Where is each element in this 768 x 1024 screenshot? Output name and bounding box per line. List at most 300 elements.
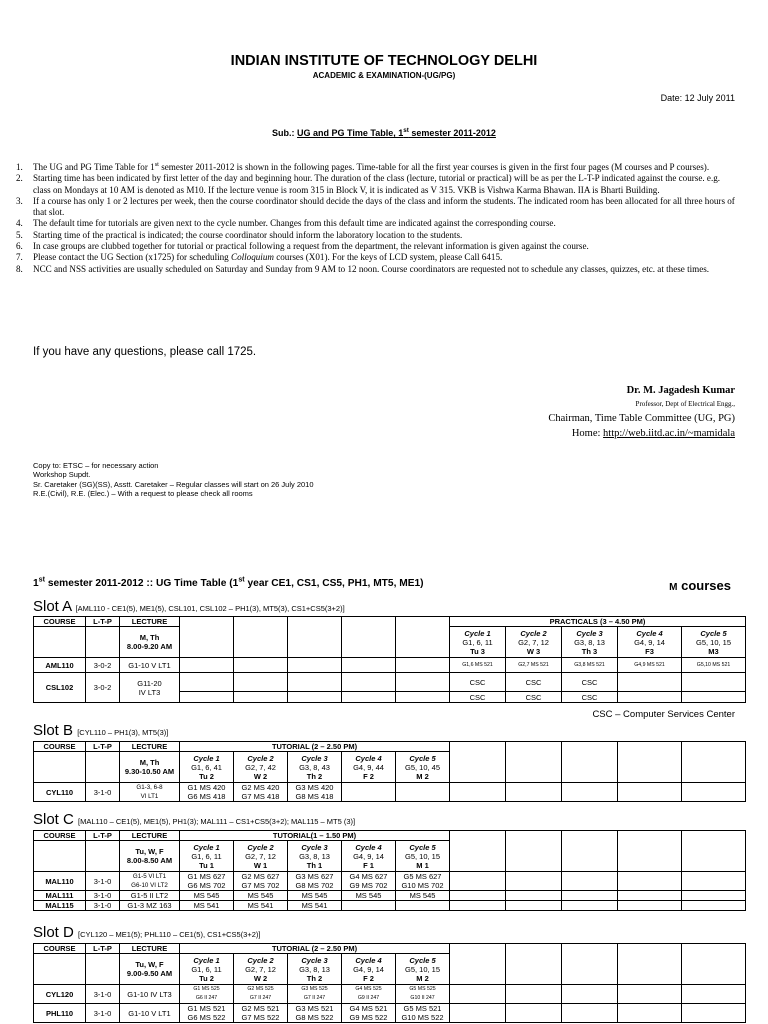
tutorial-room: MS 541: [288, 901, 342, 911]
cycle-name: Cycle 4: [636, 628, 663, 638]
tutorial-room: [342, 985, 396, 1004]
lab-room: G5,10 MS 521: [682, 658, 746, 673]
lecture-hour: 8.00-9.20 AM: [126, 642, 173, 651]
lecture-room: G1-3 MZ 163: [120, 901, 180, 911]
copy-to-block: [33, 461, 314, 499]
heading-sup: st: [238, 575, 245, 584]
tutorial-room: [342, 783, 396, 802]
instruction-number: 3.: [16, 195, 23, 206]
instruction-text: If a course has only 1 or 2 lectures per week, then the course coordinator should decide the days of the class and inform the students. The indicated room has been allocated for all three hours of that slot.: [33, 195, 735, 218]
lecture-room: [120, 872, 180, 891]
tutorial-room-a: G3 MS 627: [295, 872, 334, 881]
cycle-header: [180, 752, 234, 783]
lecture-room: G1-10 V LT1: [120, 1004, 180, 1023]
lecture-room: [120, 673, 180, 703]
instruction-text: Please contact the UG Section (x1725) for scheduling: [33, 252, 231, 263]
instruction-number: 8.: [16, 263, 23, 274]
instruction-number: 4.: [16, 218, 23, 229]
lab-room: G4,9 MS 521: [618, 658, 682, 673]
col-lecture: LECTURE: [120, 742, 180, 752]
cycle-time: F 2: [363, 973, 374, 983]
signatory-home: [572, 428, 735, 439]
instruction-sup: st: [154, 160, 159, 168]
lecture-venue: VI LT1: [140, 793, 159, 800]
empty-cell: [396, 658, 450, 673]
course-ltp: 3-1-0: [86, 891, 120, 901]
course-code: AML110: [34, 658, 86, 673]
lecture-days: M, Th: [139, 633, 160, 642]
empty-cell: [450, 872, 506, 891]
cycle-groups: G1, 6, 11: [191, 851, 222, 861]
course-code: CYL110: [34, 783, 86, 802]
lab-room: CSC: [562, 673, 618, 692]
empty-cell: [450, 944, 506, 985]
cycle-time: M 2: [416, 973, 429, 983]
cycle-groups: G3, 8, 13: [299, 964, 330, 974]
lab-room: G2,7 MS 521: [506, 658, 562, 673]
instruction-item: [16, 173, 738, 196]
tutorial-room: [180, 985, 234, 1004]
lecture-days: Tu, W, F: [135, 847, 164, 856]
tutorial-room-a: G5 MS 521: [403, 1004, 442, 1013]
cycle-name: Cycle 3: [576, 628, 603, 638]
empty-cell: [450, 783, 506, 802]
tutorial-room: MS 545: [288, 891, 342, 901]
instruction-text: Starting time of the practical is indicated; the course coordinator should inform the laboratory location to the students.: [33, 229, 463, 240]
copy-to-line: Sr. Caretaker (SG)(SS), Asstt. Caretaker – Regular classes will start on 26 July 2010: [33, 479, 314, 489]
copy-to-line: R.E.(Civil), R.E. (Elec.) – With a request to please check all rooms: [33, 489, 253, 499]
cycle-time: Tu 2: [199, 973, 214, 983]
cycle-time: F 1: [363, 860, 374, 870]
empty-cell: [618, 783, 682, 802]
cycle-header: [234, 752, 288, 783]
empty-cell: [618, 872, 682, 891]
cycle-name: Cycle 2: [247, 955, 274, 965]
tutorial-room-a: G2 MS 521: [241, 1004, 280, 1013]
cycle-header: [288, 841, 342, 872]
tutorial-room-a: G5 MS 525: [409, 986, 436, 992]
signatory-role: Chairman, Time Table Committee (UG, PG): [548, 413, 735, 424]
course-code: MAL110: [34, 872, 86, 891]
slot-a-heading: [33, 598, 345, 615]
empty-cell: [682, 944, 746, 985]
tutorial-room-b: G8 MS 418: [295, 792, 334, 801]
empty-cell: [396, 617, 450, 658]
practicals-header: PRACTICALS (3 – 4.50 PM): [450, 617, 746, 627]
m-letter: M: [669, 582, 678, 593]
instruction-text-end: courses (X01). For the keys of LCD system, please Call 6415.: [273, 252, 503, 263]
cycle-name: Cycle 1: [193, 753, 220, 763]
lab-room: [618, 673, 682, 692]
subject-prefix: Sub.:: [272, 128, 298, 138]
cycle-time: Tu 2: [199, 771, 214, 781]
instruction-item: [16, 252, 738, 263]
course-ltp: 3-0-2: [86, 658, 120, 673]
instruction-text-end: semester 2011-2012 is shown in the following pages. Time-table for all the first year courses is given in the first four pages (M courses and P courses).: [158, 162, 710, 172]
tutorial-room-a: G2 MS 420: [241, 783, 280, 792]
signatory-title: Professor, Dept of Electrical Engg.,: [635, 400, 735, 408]
empty-cell: [562, 901, 618, 911]
cycle-groups: G1, 6, 41: [191, 762, 222, 772]
cycle-time: W 1: [253, 860, 268, 870]
tutorial-room-a: G1 MS 521: [187, 1004, 226, 1013]
empty-cell: [682, 831, 746, 872]
lecture-group: G11-20: [137, 678, 162, 688]
empty-cell: [562, 872, 618, 891]
lecture-time: [120, 841, 180, 872]
empty-cell: [450, 891, 506, 901]
slot-c-heading: [33, 811, 355, 828]
cycle-time: Th 3: [581, 646, 598, 656]
cycle-groups: G1, 6, 11: [191, 964, 222, 974]
cycle-name: Cycle 3: [301, 955, 328, 965]
cycle-header: [180, 841, 234, 872]
blank-cell: [86, 752, 120, 783]
tutorial-room: [396, 985, 450, 1004]
tutorial-room: [342, 1004, 396, 1023]
cycle-header: [682, 627, 746, 658]
tutorial-room-b: G10 MS 522: [401, 1013, 444, 1022]
empty-cell: [506, 891, 562, 901]
cycle-header: [618, 627, 682, 658]
lecture-time: [120, 752, 180, 783]
tutorial-room: MS 545: [396, 891, 450, 901]
cycle-header: [180, 954, 234, 985]
institute-title: INDIAN INSTITUTE OF TECHNOLOGY DELHI: [230, 53, 538, 69]
tutorial-room-b: G7 II 247: [303, 995, 326, 1001]
tutorial-room: MS 541: [234, 901, 288, 911]
cycle-header: [396, 954, 450, 985]
cycle-header: [342, 841, 396, 872]
col-course: COURSE: [34, 944, 86, 954]
slot-label: Slot B: [33, 722, 74, 739]
blank-cell: [86, 954, 120, 985]
heading-part: 1: [33, 578, 39, 589]
slot-label: Slot D: [33, 924, 74, 941]
cycle-header: [234, 841, 288, 872]
courses-word: courses: [677, 578, 731, 593]
cycle-groups: G4, 9, 44: [353, 762, 384, 772]
tutorial-room: [180, 783, 234, 802]
tutorial-room-b: G8 MS 702: [295, 881, 334, 890]
tutorial-room: [288, 872, 342, 891]
tutorial-room-a: G1 MS 420: [187, 783, 226, 792]
cycle-groups: G2, 7, 12: [245, 964, 276, 974]
empty-cell: [562, 831, 618, 872]
blank-cell: [34, 954, 86, 985]
empty-cell: [618, 985, 682, 1004]
heading-part: semester 2011-2012 :: UG Time Table (1: [45, 578, 239, 589]
blank-cell: [86, 627, 120, 658]
home-label: Home:: [571, 428, 604, 439]
home-link[interactable]: http://web.iitd.ac.in/~mamidala: [603, 428, 735, 439]
cycle-name: Cycle 5: [409, 753, 436, 763]
cycle-header: [288, 954, 342, 985]
empty-cell: [234, 692, 288, 703]
slot-label: Slot C: [33, 811, 74, 828]
lecture-days: Tu, W, F: [135, 960, 164, 969]
lecture-room: G1-5 II LT2: [120, 891, 180, 901]
cycle-groups: G2, 7, 42: [245, 762, 276, 772]
tutorial-room: [234, 783, 288, 802]
course-code: PHL110: [34, 1004, 86, 1023]
tutorial-room: [342, 872, 396, 891]
empty-cell: [180, 658, 234, 673]
cycle-name: Cycle 5: [409, 842, 436, 852]
lab-room: CSC: [450, 692, 506, 703]
tutorial-room: [288, 985, 342, 1004]
instruction-item: [16, 230, 738, 241]
col-ltp: L-T-P: [86, 944, 120, 954]
instruction-number: 6.: [16, 241, 23, 252]
lecture-time: [120, 954, 180, 985]
empty-cell: [562, 783, 618, 802]
cycle-name: Cycle 5: [700, 628, 727, 638]
course-ltp: 3-1-0: [86, 1004, 120, 1023]
tutorial-room: [396, 1004, 450, 1023]
cycle-time: Tu 1: [199, 860, 214, 870]
cycle-name: Cycle 2: [520, 628, 547, 638]
empty-cell: [562, 944, 618, 985]
empty-cell: [506, 742, 562, 783]
cycle-name: Cycle 5: [409, 955, 436, 965]
cycle-header: [450, 627, 506, 658]
cycle-name: Cycle 4: [355, 753, 382, 763]
tutorial-room: [234, 872, 288, 891]
cycle-groups: G5, 10, 45: [405, 762, 441, 772]
tutorial-room-a: G5 MS 627: [403, 872, 442, 881]
empty-cell: [506, 872, 562, 891]
cycle-name: Cycle 2: [247, 753, 274, 763]
lab-room: [618, 692, 682, 703]
tutorial-room-b: G7 II 247: [249, 995, 272, 1001]
cycle-header: [396, 752, 450, 783]
slot-a-table: [33, 616, 746, 703]
empty-cell: [180, 692, 234, 703]
lecture-days: M, Th: [139, 758, 160, 767]
heading-part: year CE1, CS1, CS5, PH1, MT5, ME1): [244, 578, 424, 589]
cycle-name: Cycle 3: [301, 753, 328, 763]
questions-note: If you have any questions, please call 1725.: [33, 346, 257, 358]
tutorial-room-b: G10 MS 702: [401, 881, 444, 890]
empty-cell: [618, 1004, 682, 1023]
empty-cell: [506, 901, 562, 911]
tutorial-room: [234, 1004, 288, 1023]
empty-cell: [450, 1004, 506, 1023]
empty-cell: [450, 742, 506, 783]
empty-cell: [506, 783, 562, 802]
col-lecture: LECTURE: [120, 944, 180, 954]
tutorial-room-a: G4 MS 521: [349, 1004, 388, 1013]
slot-courses: [CYL110 – PH1(3), MT5(3)]: [77, 728, 169, 737]
cycle-name: Cycle 4: [355, 842, 382, 852]
cycle-name: Cycle 3: [301, 842, 328, 852]
empty-cell: [682, 783, 746, 802]
empty-cell: [618, 901, 682, 911]
m-courses-label: [669, 578, 731, 593]
slot-courses: [CYL120 – ME1(5); PHL110 – CE1(5), CS1+CS5(3+2)]: [78, 930, 261, 939]
col-course: COURSE: [34, 742, 86, 752]
course-ltp: 3-1-0: [86, 783, 120, 802]
tutorial-room-a: G1 MS 525: [193, 986, 220, 992]
subject-sup: st: [403, 127, 409, 134]
cycle-name: Cycle 1: [464, 628, 491, 638]
instruction-item: [16, 196, 738, 219]
cycle-header: [506, 627, 562, 658]
tutorial-room-b: G8 MS 522: [295, 1013, 334, 1022]
lab-room: CSC: [506, 673, 562, 692]
course-ltp: 3-0-2: [86, 673, 120, 703]
course-code: MAL115: [34, 901, 86, 911]
tutorial-room-a: G1 MS 627: [187, 872, 226, 881]
empty-cell: [180, 617, 234, 658]
cycle-groups: G3, 8, 43: [299, 762, 330, 772]
lab-room: G3,8 MS 521: [562, 658, 618, 673]
tutorial-room-a: G4 MS 525: [355, 986, 382, 992]
slot-d-table: [33, 943, 746, 1023]
instructions-list: [16, 162, 738, 275]
tutorial-room: [180, 1004, 234, 1023]
instruction-text: The default time for tutorials are given next to the cycle number. Changes from this default time are indicated against the corresponding course.: [33, 218, 556, 229]
cycle-time: Th 2: [306, 771, 323, 781]
cycle-name: Cycle 4: [355, 955, 382, 965]
cycle-groups: G2, 7, 12: [245, 851, 276, 861]
cycle-name: Cycle 2: [247, 842, 274, 852]
col-ltp: L-T-P: [86, 617, 120, 627]
instruction-item: [16, 162, 738, 173]
cycle-time: F 2: [363, 771, 374, 781]
empty-cell: [396, 673, 450, 692]
blank-cell: [34, 752, 86, 783]
empty-cell: [618, 891, 682, 901]
empty-cell: [618, 831, 682, 872]
empty-cell: [234, 658, 288, 673]
course-code: MAL111: [34, 891, 86, 901]
cycle-groups: G3, 8, 13: [299, 851, 330, 861]
cycle-name: Cycle 1: [193, 842, 220, 852]
cycle-time: M 1: [416, 860, 429, 870]
tutorial-room: [396, 783, 450, 802]
col-lecture: LECTURE: [120, 831, 180, 841]
tutorial-room-a: G3 MS 525: [301, 986, 328, 992]
document-date: Date: 12 July 2011: [660, 93, 735, 103]
tutorial-room: [288, 1004, 342, 1023]
blank-cell: [34, 841, 86, 872]
course-ltp: 3-1-0: [86, 901, 120, 911]
cycle-time: M3: [708, 646, 719, 656]
tutorial-room-b: G7 MS 522: [241, 1013, 280, 1022]
subject-line: [0, 128, 768, 138]
instruction-emphasis: Colloquium: [231, 252, 274, 263]
tutorial-room: [180, 872, 234, 891]
department-subtitle: ACADEMIC & EXAMINATION-(UG/PG): [312, 71, 456, 80]
cycle-groups: G4, 9, 14: [353, 964, 384, 974]
empty-cell: [506, 831, 562, 872]
tutorial-room-a: G3 MS 420: [295, 783, 334, 792]
empty-cell: [288, 658, 342, 673]
csc-note: CSC – Computer Services Center: [592, 709, 735, 720]
empty-cell: [180, 673, 234, 692]
col-course: COURSE: [34, 831, 86, 841]
blank-cell: [34, 627, 86, 658]
empty-cell: [342, 692, 396, 703]
empty-cell: [506, 1004, 562, 1023]
col-ltp: L-T-P: [86, 742, 120, 752]
tutorial-room-a: G2 MS 627: [241, 872, 280, 881]
subject-text-end: semester 2011-2012: [408, 128, 496, 138]
lab-room: CSC: [450, 673, 506, 692]
tutorial-room: [234, 985, 288, 1004]
tutorial-room-b: G7 MS 702: [241, 881, 280, 890]
lecture-venue: IV LT3: [138, 687, 161, 697]
empty-cell: [682, 1004, 746, 1023]
tutorial-room: [396, 872, 450, 891]
tutorial-room: MS 541: [180, 901, 234, 911]
tutorial-room-a: G4 MS 627: [349, 872, 388, 881]
cycle-groups: G1, 6, 11: [462, 637, 493, 647]
lecture-room: [120, 783, 180, 802]
copy-to-line: Copy to: ETSC – for necessary action: [33, 461, 159, 470]
instruction-text: Starting time has been indicated by first letter of the day and beginning hour. The duration of the class (lecture, tutorial or practical) will be as per the L-T-P indicated against the course. e.g. class on Mondays at 10 AM is denoted as M10. If the lecture venue is room 315 in Block V, it is indicated as V 315. VKB is Vishwa Karma Bhawan. IIA is Bharti Building.: [33, 173, 721, 195]
tutorial-room: MS 545: [180, 891, 234, 901]
subject-text: UG and PG Time Table, 1: [297, 128, 404, 138]
lecture-time: [120, 627, 180, 658]
slot-b-heading: [33, 722, 168, 739]
cycle-groups: G5, 10, 15: [405, 964, 441, 974]
lab-room: [682, 692, 746, 703]
cycle-groups: G2, 7, 12: [518, 637, 549, 647]
empty-cell: [506, 985, 562, 1004]
timetable-heading: [33, 575, 424, 589]
tutorial-header: TUTORIAL(1 – 1.50 PM): [180, 831, 450, 841]
empty-cell: [342, 617, 396, 658]
cycle-groups: G5, 10, 15: [405, 851, 441, 861]
instruction-text: NCC and NSS activities are usually scheduled on Saturday and Sunday from 9 AM to 12 noon. Course coordinators are requested not to schedule any classes, quizzes, etc. at these times.: [33, 263, 710, 274]
slot-courses: [AML110 - CE1(5), ME1(5), CSL101, CSL102 – PH1(3), MT5(3), CS1+CS5(3+2)]: [75, 604, 345, 613]
tutorial-room: [342, 901, 396, 911]
lecture-venue: G6-10 VI LT2: [131, 882, 168, 889]
tutorial-room-b: G6 MS 702: [187, 881, 226, 890]
empty-cell: [450, 831, 506, 872]
cycle-groups: G4, 9, 14: [353, 851, 384, 861]
cycle-header: [288, 752, 342, 783]
tutorial-room-b: G6 MS 418: [187, 792, 226, 801]
cycle-header: [342, 954, 396, 985]
lecture-hour: 9.30-10.50 AM: [124, 767, 175, 776]
empty-cell: [682, 901, 746, 911]
empty-cell: [618, 742, 682, 783]
instruction-number: 1.: [16, 162, 23, 172]
empty-cell: [562, 985, 618, 1004]
lab-room: CSC: [562, 692, 618, 703]
tutorial-room: MS 545: [342, 891, 396, 901]
tutorial-header: TUTORIAL (2 – 2.50 PM): [180, 742, 450, 752]
empty-cell: [562, 742, 618, 783]
instruction-number: 7.: [16, 252, 23, 263]
signatory-name: Dr. M. Jagadesh Kumar: [626, 385, 735, 396]
course-code: CSL102: [34, 673, 86, 703]
tutorial-room: MS 545: [234, 891, 288, 901]
slot-label: Slot A: [33, 598, 72, 615]
tutorial-room-b: G6 II 247: [195, 995, 218, 1001]
cycle-groups: G5, 10, 15: [696, 637, 732, 647]
instruction-text: The UG and PG Time Table for 1: [33, 162, 155, 172]
course-ltp: 3-1-0: [86, 872, 120, 891]
empty-cell: [682, 872, 746, 891]
slot-c-table: [33, 830, 746, 911]
cycle-time: Th 2: [306, 973, 323, 983]
cycle-groups: G3, 8, 13: [574, 637, 605, 647]
